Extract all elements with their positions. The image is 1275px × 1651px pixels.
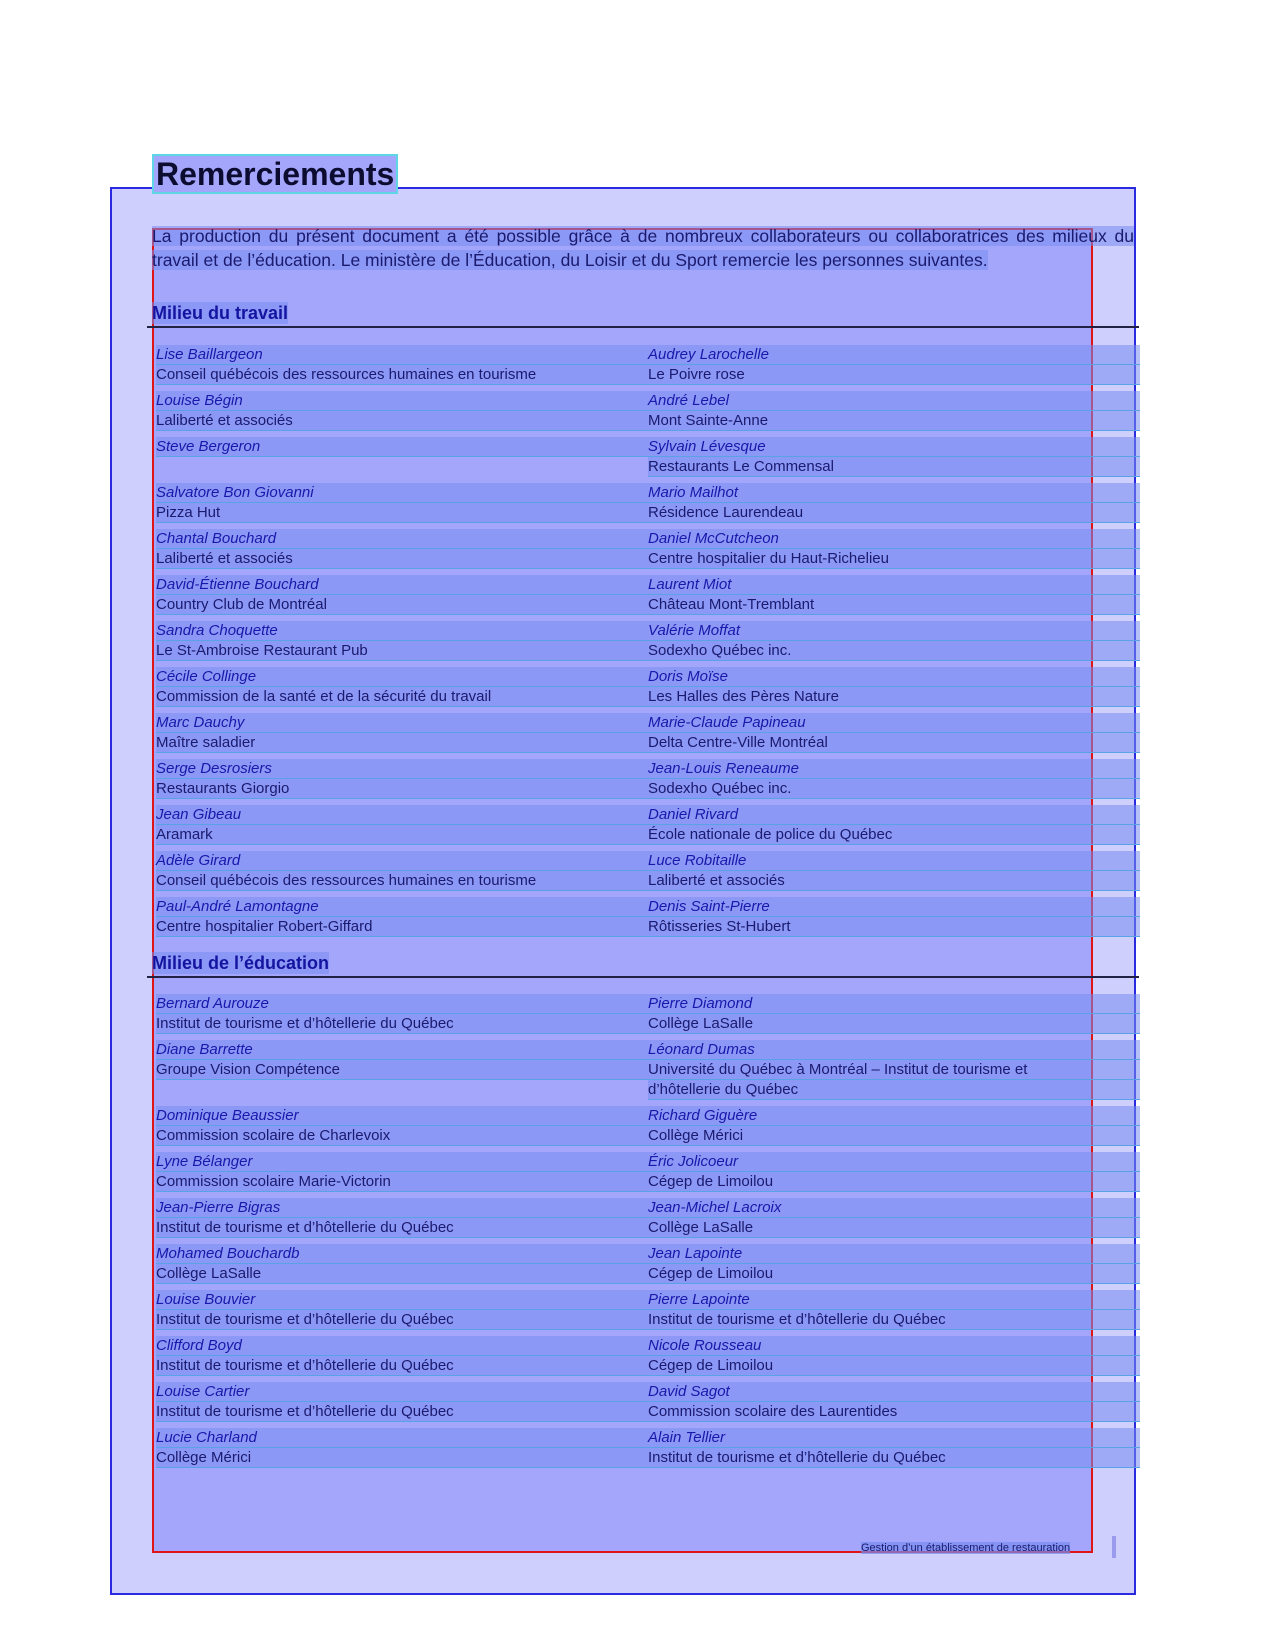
acknowledgement-entry <box>156 1244 648 1284</box>
organization-name: Le St-Ambroise Restaurant Pub <box>156 641 648 661</box>
organization-name: Centre hospitalier du Haut-Richelieu <box>648 549 1140 569</box>
acknowledgement-entry <box>648 805 1140 845</box>
person-name: Louise Bouvier <box>156 1290 648 1310</box>
organization-name: Institut de tourisme et d’hôtellerie du Québec <box>156 1310 648 1330</box>
organization-name: Sodexho Québec inc. <box>648 641 1140 661</box>
work-section-rule <box>147 326 1139 328</box>
organization-name: Mont Sainte-Anne <box>648 411 1140 431</box>
organization-name: Collège LaSalle <box>648 1014 1140 1034</box>
acknowledgement-entry <box>648 621 1140 661</box>
person-name: Diane Barrette <box>156 1040 648 1060</box>
acknowledgement-entry <box>156 1336 648 1376</box>
person-name: Jean-Louis Reneaume <box>648 759 1140 779</box>
acknowledgement-entry <box>648 345 1140 385</box>
organization-name: Commission scolaire de Charlevoix <box>156 1126 648 1146</box>
person-name: Lise Baillargeon <box>156 345 648 365</box>
person-name: Sandra Choquette <box>156 621 648 641</box>
organization-name: Commission de la santé et de la sécurité du travail <box>156 687 648 707</box>
organization-name: Institut de tourisme et d’hôtellerie du Québec <box>648 1448 1140 1468</box>
acknowledgement-entry <box>648 1106 1140 1146</box>
page-marker <box>1112 1536 1116 1558</box>
person-name: Marie-Claude Papineau <box>648 713 1140 733</box>
person-name: Éric Jolicoeur <box>648 1152 1140 1172</box>
organization-name: Restaurants Le Commensal <box>648 457 1140 477</box>
acknowledgement-entry <box>648 713 1140 753</box>
acknowledgement-entry <box>648 575 1140 615</box>
person-name: Sylvain Lévesque <box>648 437 1140 457</box>
acknowledgement-entry <box>648 1382 1140 1422</box>
organization-name: Collège LaSalle <box>648 1218 1140 1238</box>
acknowledgement-entry <box>648 437 1140 477</box>
person-name: Louise Bégin <box>156 391 648 411</box>
acknowledgement-entry <box>648 1336 1140 1376</box>
acknowledgement-entry <box>648 483 1140 523</box>
acknowledgement-entry <box>156 621 648 661</box>
acknowledgement-entry <box>648 759 1140 799</box>
education-section-rule <box>147 976 1139 978</box>
organization-name: Collège LaSalle <box>156 1264 648 1284</box>
organization-name: Groupe Vision Compétence <box>156 1060 648 1080</box>
organization-name: Delta Centre-Ville Montréal <box>648 733 1140 753</box>
acknowledgement-entry <box>156 391 648 431</box>
organization-name: Université du Québec à Montréal – Institut de tourisme et <box>648 1060 1140 1080</box>
person-name: Audrey Larochelle <box>648 345 1140 365</box>
person-name: Paul-André Lamontagne <box>156 897 648 917</box>
acknowledgement-entry <box>648 897 1140 937</box>
acknowledgement-entry <box>156 667 648 707</box>
acknowledgement-entry <box>648 1198 1140 1238</box>
person-name: André Lebel <box>648 391 1140 411</box>
acknowledgement-entry <box>156 897 648 937</box>
acknowledgement-entry <box>156 805 648 845</box>
person-name: Pierre Lapointe <box>648 1290 1140 1310</box>
person-name: Louise Cartier <box>156 1382 648 1402</box>
person-name: Jean-Michel Lacroix <box>648 1198 1140 1218</box>
work-left-column <box>156 345 648 937</box>
organization-name: Conseil québécois des ressources humaines en tourisme <box>156 871 648 891</box>
person-name: Valérie Moffat <box>648 621 1140 641</box>
footer-text: Gestion d’un établissement de restauration <box>861 1542 1071 1554</box>
person-name: Denis Saint-Pierre <box>648 897 1140 917</box>
organization-name: Laliberté et associés <box>648 871 1140 891</box>
person-name: Doris Moïse <box>648 667 1140 687</box>
person-name: Mohamed Bouchardb <box>156 1244 648 1264</box>
acknowledgement-entry <box>156 1152 648 1192</box>
acknowledgement-entry <box>156 1040 648 1080</box>
person-name: Léonard Dumas <box>648 1040 1140 1060</box>
person-name: Jean Lapointe <box>648 1244 1140 1264</box>
acknowledgement-entry <box>648 1428 1140 1468</box>
person-name: Bernard Aurouze <box>156 994 648 1014</box>
acknowledgement-entry <box>156 437 648 457</box>
person-name: Steve Bergeron <box>156 437 648 457</box>
education-right-column <box>648 994 1140 1468</box>
person-name: Pierre Diamond <box>648 994 1140 1014</box>
organization-name: Commission scolaire des Laurentides <box>648 1402 1140 1422</box>
person-name: Cécile Collinge <box>156 667 648 687</box>
organization-name: Résidence Laurendeau <box>648 503 1140 523</box>
acknowledgement-entry <box>156 1106 648 1146</box>
work-section-heading: Milieu du travail <box>152 303 289 323</box>
person-name: Lyne Bélanger <box>156 1152 648 1172</box>
organization-name: Conseil québécois des ressources humaines en tourisme <box>156 365 648 385</box>
person-name: Adèle Girard <box>156 851 648 871</box>
organization-name: Les Halles des Pères Nature <box>648 687 1140 707</box>
organization-name: Institut de tourisme et d’hôtellerie du Québec <box>156 1402 648 1422</box>
page-title: Remerciements <box>152 154 398 194</box>
person-name: Clifford Boyd <box>156 1336 648 1356</box>
acknowledgement-entry <box>156 345 648 385</box>
acknowledgement-entry <box>156 529 648 569</box>
acknowledgement-entry <box>156 1428 648 1468</box>
organization-name: Cégep de Limoilou <box>648 1264 1140 1284</box>
organization-name: d’hôtellerie du Québec <box>648 1080 1140 1100</box>
person-name: David-Étienne Bouchard <box>156 575 648 595</box>
person-name: David Sagot <box>648 1382 1140 1402</box>
education-left-column <box>156 994 648 1468</box>
organization-name: Le Poivre rose <box>648 365 1140 385</box>
acknowledgement-entry <box>648 391 1140 431</box>
organization-name: Centre hospitalier Robert-Giffard <box>156 917 648 937</box>
intro-paragraph <box>152 224 1134 272</box>
person-name: Mario Mailhot <box>648 483 1140 503</box>
organization-name: Laliberté et associés <box>156 411 648 431</box>
organization-name: Cégep de Limoilou <box>648 1172 1140 1192</box>
organization-name: Rôtisseries St-Hubert <box>648 917 1140 937</box>
acknowledgement-entry <box>648 1152 1140 1192</box>
acknowledgement-entry <box>156 1198 648 1238</box>
organization-name: Cégep de Limoilou <box>648 1356 1140 1376</box>
intro-text: La production du présent document a été possible grâce à de nombreux collaborateurs ou collaboratrices des milieux du travail et de l’éducation. Le ministère de l’Éducation, du Loisir et du Sport remercie les personnes suivantes. <box>152 226 1134 270</box>
organization-name: Maître saladier <box>156 733 648 753</box>
organization-name: Château Mont-Tremblant <box>648 595 1140 615</box>
acknowledgement-entry <box>648 851 1140 891</box>
acknowledgement-entry <box>648 1040 1140 1100</box>
person-name: Luce Robitaille <box>648 851 1140 871</box>
person-name: Lucie Charland <box>156 1428 648 1448</box>
acknowledgement-entry <box>156 1382 648 1422</box>
acknowledgement-entry <box>648 1244 1140 1284</box>
acknowledgement-entry <box>648 667 1140 707</box>
acknowledgement-entry <box>156 575 648 615</box>
organization-name: Sodexho Québec inc. <box>648 779 1140 799</box>
acknowledgement-entry <box>648 994 1140 1034</box>
person-name: Laurent Miot <box>648 575 1140 595</box>
person-name: Jean-Pierre Bigras <box>156 1198 648 1218</box>
person-name: Marc Dauchy <box>156 713 648 733</box>
acknowledgement-entry <box>156 994 648 1034</box>
organization-name: Pizza Hut <box>156 503 648 523</box>
acknowledgement-entry <box>648 1290 1140 1330</box>
person-name: Nicole Rousseau <box>648 1336 1140 1356</box>
person-name: Chantal Bouchard <box>156 529 648 549</box>
person-name: Dominique Beaussier <box>156 1106 648 1126</box>
organization-name: Collège Mérici <box>156 1448 648 1468</box>
person-name: Serge Desrosiers <box>156 759 648 779</box>
person-name: Daniel McCutcheon <box>648 529 1140 549</box>
acknowledgement-entry <box>156 483 648 523</box>
acknowledgement-entry <box>156 759 648 799</box>
acknowledgement-entry <box>156 713 648 753</box>
organization-name: Institut de tourisme et d’hôtellerie du Québec <box>648 1310 1140 1330</box>
organization-name: École nationale de police du Québec <box>648 825 1140 845</box>
work-right-column <box>648 345 1140 937</box>
organization-name: Institut de tourisme et d’hôtellerie du Québec <box>156 1356 648 1376</box>
person-name: Richard Giguère <box>648 1106 1140 1126</box>
organization-name: Commission scolaire Marie-Victorin <box>156 1172 648 1192</box>
acknowledgement-entry <box>156 1290 648 1330</box>
organization-name: Restaurants Giorgio <box>156 779 648 799</box>
person-name: Salvatore Bon Giovanni <box>156 483 648 503</box>
acknowledgement-entry <box>648 529 1140 569</box>
person-name: Jean Gibeau <box>156 805 648 825</box>
education-section-heading: Milieu de l’éducation <box>152 953 330 973</box>
person-name: Alain Tellier <box>648 1428 1140 1448</box>
organization-name: Aramark <box>156 825 648 845</box>
organization-name: Country Club de Montréal <box>156 595 648 615</box>
organization-name: Institut de tourisme et d’hôtellerie du Québec <box>156 1014 648 1034</box>
person-name: Daniel Rivard <box>648 805 1140 825</box>
organization-name: Laliberté et associés <box>156 549 648 569</box>
acknowledgement-entry <box>156 851 648 891</box>
organization-name: Institut de tourisme et d’hôtellerie du Québec <box>156 1218 648 1238</box>
organization-name: Collège Mérici <box>648 1126 1140 1146</box>
